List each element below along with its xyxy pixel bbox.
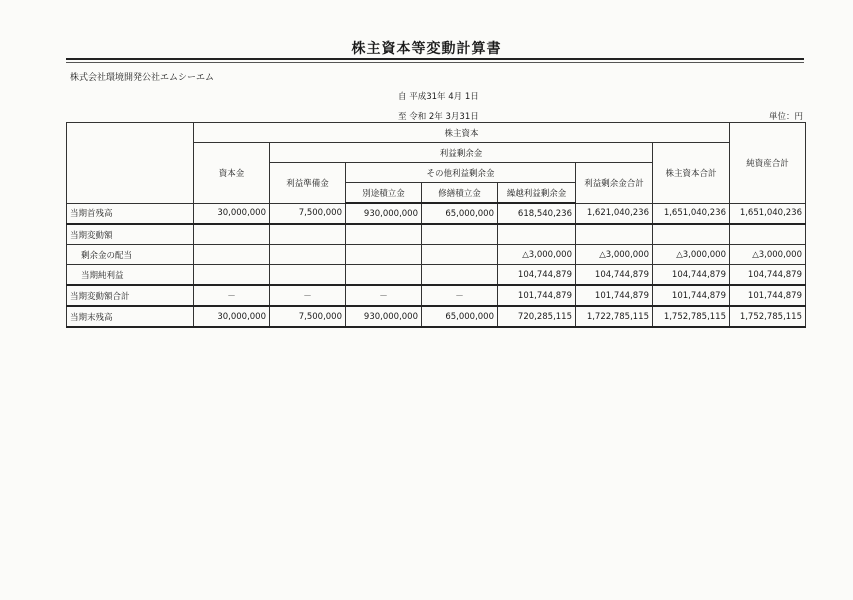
- table-cell: 1,752,785,115: [653, 306, 730, 327]
- table-cell: [346, 224, 422, 245]
- header-shuzen-tsumitatekin: 修繕積立金: [422, 183, 498, 204]
- table-cell: 65,000,000: [422, 203, 498, 224]
- table-cell: △3,000,000: [730, 245, 806, 265]
- table-cell: 930,000,000: [346, 203, 422, 224]
- table-cell: 1,651,040,236: [730, 203, 806, 224]
- table-cell: [422, 224, 498, 245]
- table-cell: [422, 245, 498, 265]
- header-rieki-junbikin: 利益準備金: [270, 163, 346, 204]
- table-cell: 1,621,040,236: [576, 203, 653, 224]
- row-label-haito: 剰余金の配当: [67, 245, 194, 265]
- table-cell: －: [422, 285, 498, 306]
- header-rieki-joyokin: 利益剰余金: [270, 143, 653, 163]
- table-cell: 104,744,879: [653, 265, 730, 286]
- header-blank: [67, 123, 194, 204]
- header-rieki-joyokin-gokei: 利益剰余金合計: [576, 163, 653, 204]
- row-label-kimatsu-zandaka: 当期末残高: [67, 306, 194, 327]
- table-cell: 104,744,879: [498, 265, 576, 286]
- table-cell: 1,752,785,115: [730, 306, 806, 327]
- table-cell: [730, 224, 806, 245]
- title-rule-thin: [66, 62, 804, 63]
- table-cell: －: [194, 285, 270, 306]
- table-cell: [498, 224, 576, 245]
- table-cell: 1,722,785,115: [576, 306, 653, 327]
- table-cell: [194, 224, 270, 245]
- table-cell: [194, 245, 270, 265]
- table-cell: [576, 224, 653, 245]
- header-jun-shisan-gokei: 純資産合計: [730, 123, 806, 204]
- header-kabunushi-shihon-gokei: 株主資本合計: [653, 143, 730, 204]
- table-cell: [270, 265, 346, 286]
- unit-label: 単位：円: [768, 112, 803, 122]
- table-cell: 65,000,000: [422, 306, 498, 327]
- table-cell: 618,540,236: [498, 203, 576, 224]
- table-cell: [346, 265, 422, 286]
- row-label-hendogaku: 当期変動額: [67, 224, 194, 245]
- table-cell: [270, 245, 346, 265]
- document-title: 株主資本等変動計算書: [351, 41, 502, 57]
- table-cell: 101,744,879: [498, 285, 576, 306]
- table-cell: △3,000,000: [498, 245, 576, 265]
- table-cell: －: [270, 285, 346, 306]
- table-cell: △3,000,000: [653, 245, 730, 265]
- table-cell: [653, 224, 730, 245]
- header-betto-tsumitatekin: 別途積立金: [346, 183, 422, 204]
- table-cell: △3,000,000: [576, 245, 653, 265]
- table-cell: [194, 265, 270, 286]
- header-sonota-rieki-joyokin: その他利益剰余金: [346, 163, 576, 183]
- period-to: 至 令和 2年 3月31日: [398, 112, 479, 122]
- table-cell: [422, 265, 498, 286]
- table-cell: 104,744,879: [576, 265, 653, 286]
- table-cell: [270, 224, 346, 245]
- table-cell: 30,000,000: [194, 306, 270, 327]
- table-cell: 7,500,000: [270, 306, 346, 327]
- row-label-hendogaku-gokei: 当期変動額合計: [67, 285, 194, 306]
- table-cell: 720,285,115: [498, 306, 576, 327]
- header-kurikoshi-rieki-joyokin: 繰越利益剰余金: [498, 183, 576, 204]
- table-cell: 1,651,040,236: [653, 203, 730, 224]
- table-cell: 7,500,000: [270, 203, 346, 224]
- table-cell: 104,744,879: [730, 265, 806, 286]
- table-cell: 30,000,000: [194, 203, 270, 224]
- table-cell: 101,744,879: [653, 285, 730, 306]
- header-shihonkin: 資本金: [194, 143, 270, 204]
- equity-statement-table: [66, 122, 806, 328]
- table-cell: 930,000,000: [346, 306, 422, 327]
- table-cell: [346, 245, 422, 265]
- period-from: 自 平成31年 4月 1日: [398, 92, 479, 102]
- table-cell: －: [346, 285, 422, 306]
- row-label-kishu-zandaka: 当期首残高: [67, 203, 194, 224]
- table-cell: 101,744,879: [576, 285, 653, 306]
- company-name: 株式会社環境開発公社エムシーエム: [70, 73, 215, 83]
- header-kabunushi-shihon: 株主資本: [194, 123, 730, 143]
- table-cell: 101,744,879: [730, 285, 806, 306]
- row-label-jun-rieki: 当期純利益: [67, 265, 194, 286]
- title-rule: [66, 58, 804, 60]
